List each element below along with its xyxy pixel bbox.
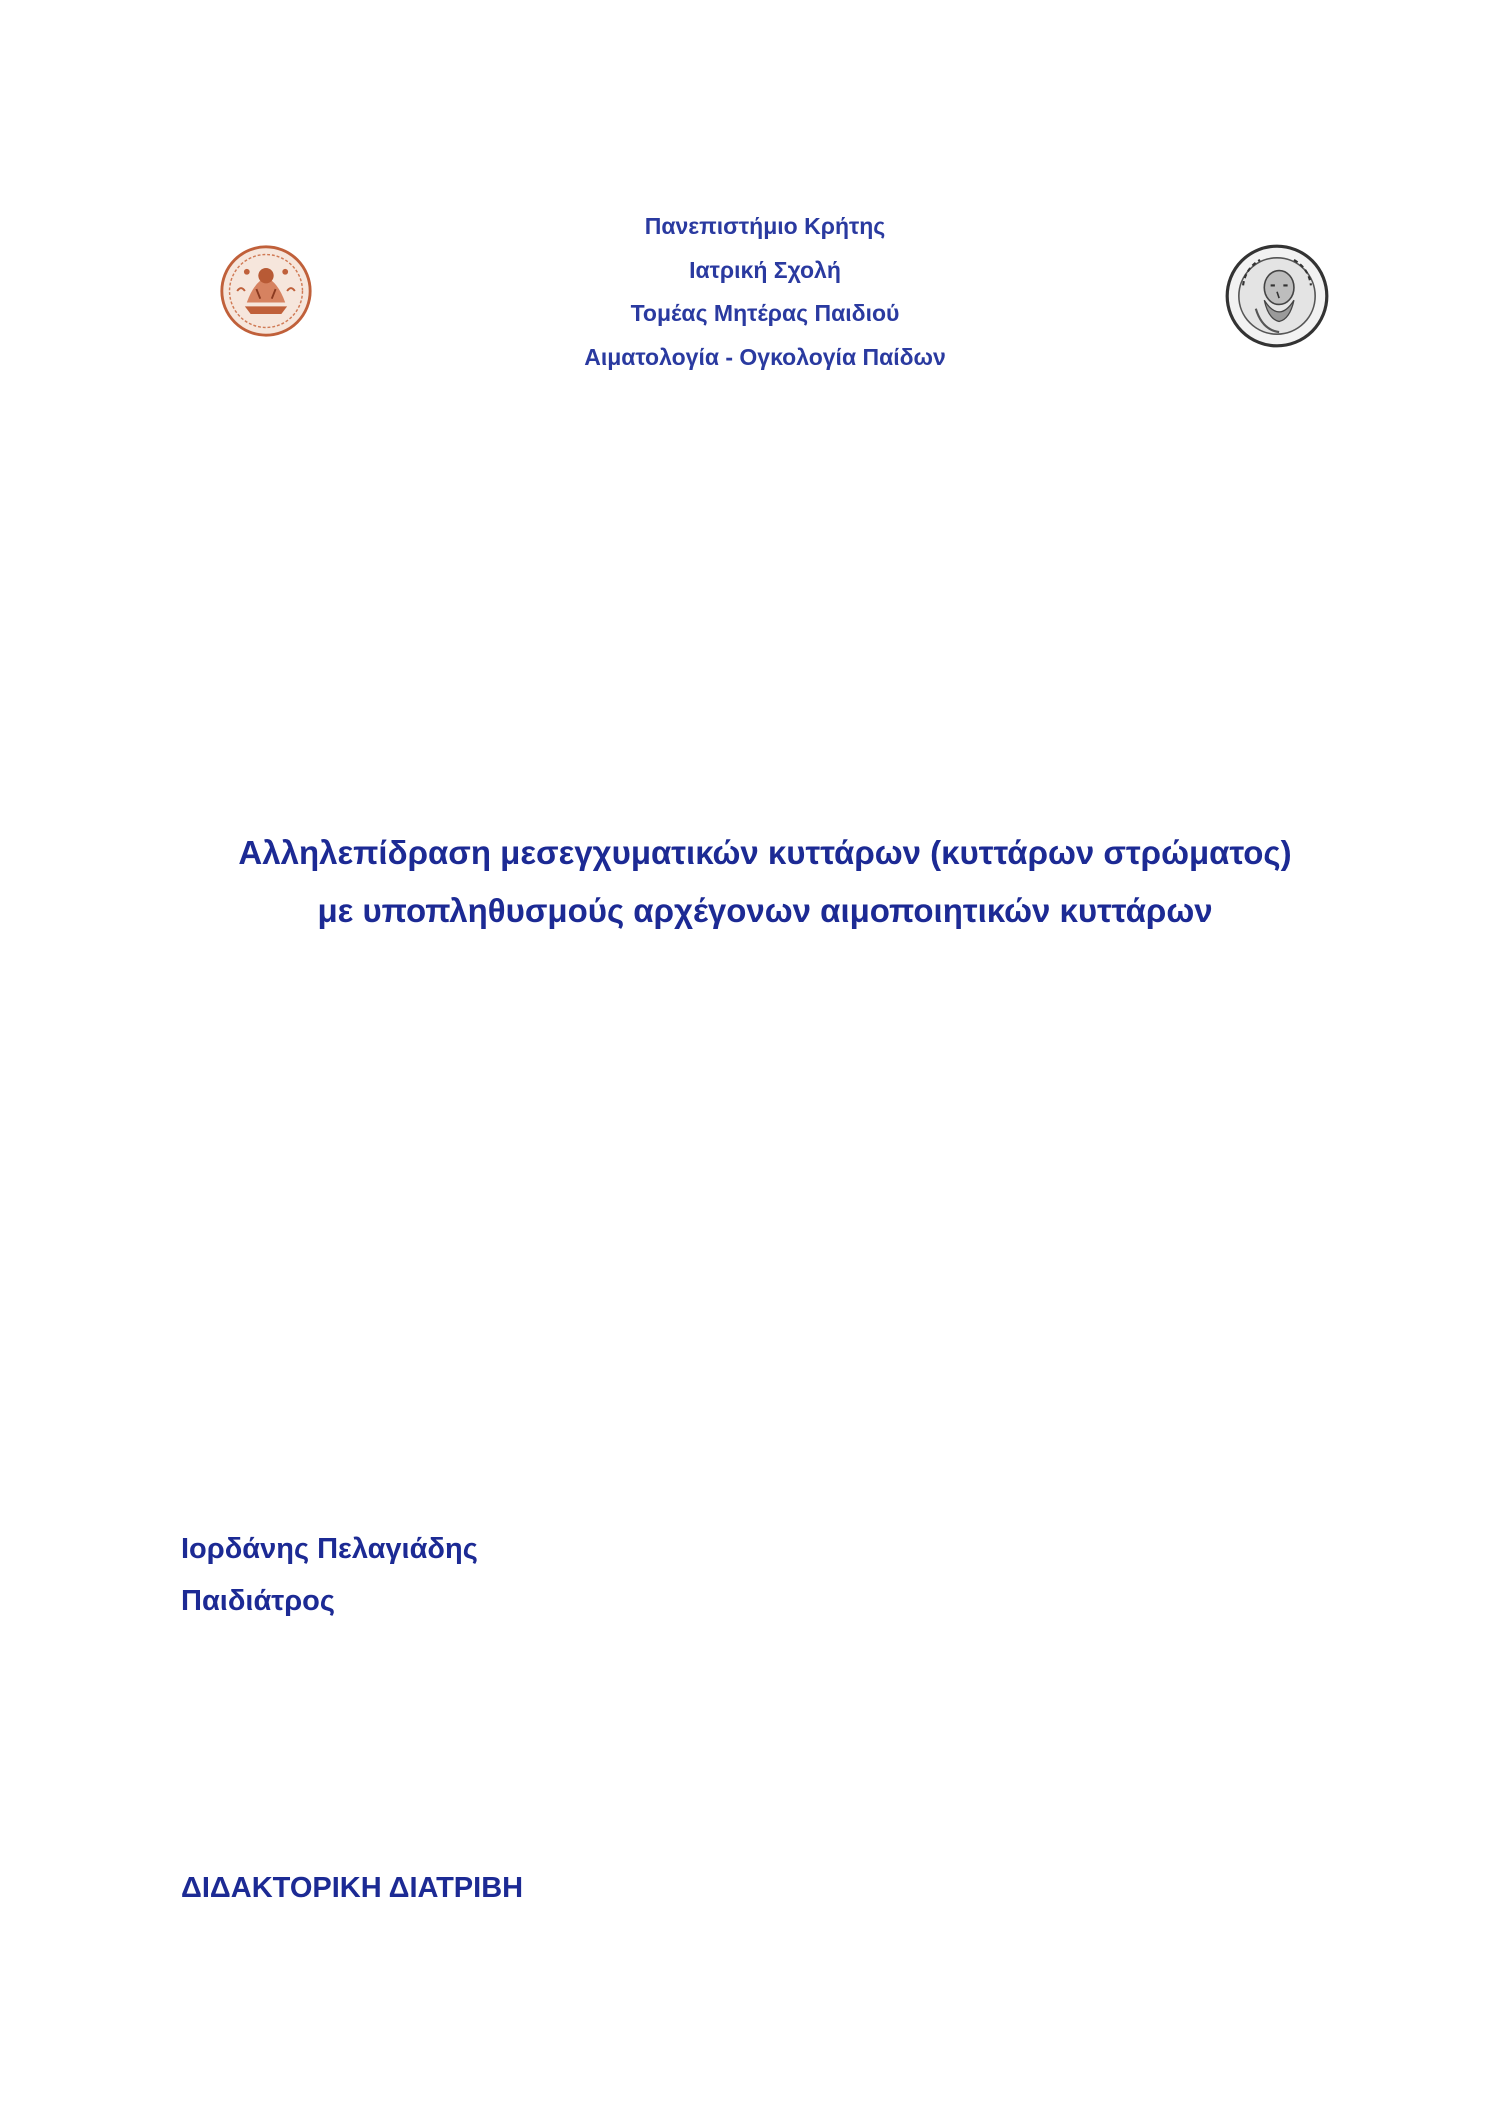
- author-block: [181, 1523, 478, 1627]
- document-type: ΔΙΔΑΚΤΟΡΙΚΗ ΔΙΑΤΡΙΒΗ: [181, 1872, 524, 1904]
- university-name: Πανεπιστήμιο Κρήτης: [644, 213, 886, 239]
- department-name: Τομέας Μητέρας Παιδιού: [630, 300, 900, 326]
- author-role: Παιδιάτρος: [181, 1585, 335, 1617]
- thesis-title-line-2: με υποπληθυσμούς αρχέγονων αιμοποιητικών κυττάρων: [317, 892, 1213, 929]
- unit-name: Αιματολογία - Ογκολογία Παίδων: [584, 343, 946, 370]
- school-name: Ιατρική Σχολή: [689, 256, 841, 283]
- author-name: Ιορδάνης Πελαγιάδης: [181, 1533, 478, 1565]
- thesis-title: [0, 824, 1488, 940]
- thesis-title-line-1: Αλληλεπίδραση μεσεγχυματικών κυττάρων (κυττάρων στρώματος): [238, 834, 1292, 871]
- hippocrates-medallion-icon: [1224, 243, 1330, 349]
